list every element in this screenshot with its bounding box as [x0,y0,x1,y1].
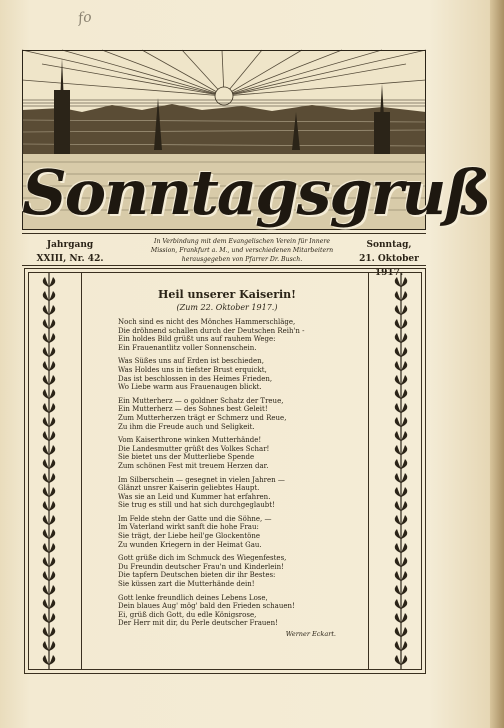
poem-line: Dein blaues Aug' mög' bald den Frieden schauen! [118,602,295,611]
poem-line: Ein Mutterherz — o goldner Schatz der Treue, [118,396,284,405]
vine-leaf [401,655,407,665]
issue-info [22,236,426,278]
vine-leaf [401,627,407,637]
vine-leaf [43,277,49,287]
poem-line: Ei, grüß dich Gott, du edle Königsrose, [118,610,257,619]
poem-line: Gott grüße dich im Schmuck des Wiegenfestes, [118,554,287,563]
vine-leaf [49,599,55,609]
poem-line: Im Vaterland wirkt sanft die hohe Frau: [118,523,259,532]
vine-leaf [43,627,49,637]
vine-leaf [401,515,407,525]
vine-leaf [43,557,49,567]
vine-leaf [395,319,401,329]
vine-leaf [49,515,55,525]
vine-leaf [401,473,407,483]
vine-leaf [43,501,49,511]
poem-stanza [118,318,336,352]
vine-leaf [49,389,55,399]
vine-leaf [395,627,401,637]
vine-leaf [401,529,407,539]
vine-leaf [43,333,49,343]
poem-line: Wo Liebe warm aus Frauenaugen blickt. [118,383,262,392]
vine-leaf [43,599,49,609]
vine-leaf [401,361,407,371]
vine-leaf [395,515,401,525]
vine-leaf [43,613,49,623]
vine-leaf [49,459,55,469]
poem-author: Werner Eckart. [285,630,336,638]
vine-leaf [49,403,55,413]
vine-leaf [401,277,407,287]
vine-leaf [401,543,407,553]
poem-body [118,318,336,628]
poem-line: Zum Mutterherzen trägt er Schmerz und Reue, [118,413,287,422]
poem-line: Das ist beschlossen in des Heimes Frieden, [118,374,273,383]
vine-leaf [49,473,55,483]
vine-leaf [43,291,49,301]
vine-leaf [49,361,55,371]
vine-leaf [395,291,401,301]
vine-leaf [49,277,55,287]
poem-line: Zu wunden Kriegern in der Heimat Gau. [118,540,262,549]
vine-leaf [401,389,407,399]
poem-line: Was sie an Leid und Kummer hat erfahren. [118,492,271,501]
vine-leaf [395,487,401,497]
poem [118,288,336,638]
vine-leaf [49,627,55,637]
poem-line: Die Landesmutter grüßt des Volkes Schar! [118,444,270,453]
vine-leaf [401,585,407,595]
vine-leaf [49,333,55,343]
vine-leaf [395,529,401,539]
vine-leaf [401,487,407,497]
poem-line: Ein Mutterherz — des Sohnes best Geleit! [118,405,268,414]
poem-line: Ein Frauenantlitz voller Sonnenschein. [118,343,257,352]
vine-leaf [395,557,401,567]
vine-leaf [43,459,49,469]
vine-leaf [395,389,401,399]
vine-leaf [395,347,401,357]
poem-line: Sie bietet uns der Mutterliebe Spende [118,453,255,462]
poem-stanza [118,515,336,549]
vine-leaf [401,319,407,329]
margin-note: fo [76,9,93,27]
poem-stanza [118,476,336,510]
vine-leaf [395,501,401,511]
vine-leaf [43,445,49,455]
poem-stanza [118,554,336,588]
vine-leaf [49,375,55,385]
vine-leaf [401,459,407,469]
vine-leaf [43,361,49,371]
poem-stanza [118,397,336,431]
vine-leaf [401,291,407,301]
vine-leaf [395,431,401,441]
poem-line: Was Süßes uns auf Erden ist beschieden, [118,357,264,366]
poem-line: Im Felde stehn der Gatte und die Söhne, — [118,514,272,523]
vine-leaf [49,641,55,651]
volume-info: Jahrgang XXIII, Nr. 42. [36,240,104,264]
masthead [22,50,490,230]
vine-leaf [43,403,49,413]
vine-leaf [395,543,401,553]
vine-leaf [49,487,55,497]
vine-leaf [395,305,401,315]
vine-leaf [401,613,407,623]
vine-leaf [395,277,401,287]
vine-leaf [401,403,407,413]
rule-top [22,233,426,234]
vine-leaf [43,347,49,357]
vine-leaf [49,319,55,329]
vine-leaf [401,347,407,357]
poem-line: Zu ihm die Freude auch und Seligkeit. [118,422,255,431]
poem-title: Heil unserer Kaiserin! [157,288,297,301]
vine-leaf [43,487,49,497]
vine-leaf [401,417,407,427]
vine-leaf [49,501,55,511]
vine-leaf [43,473,49,483]
poem-line: Im Silberschein — gesegnet in vielen Jahren — [118,475,285,484]
vine-leaf [395,599,401,609]
vine-leaf [401,599,407,609]
vine-leaf [395,459,401,469]
vine-leaf [43,417,49,427]
poem-line: Vom Kaiserthrone winken Mutterhände! [118,436,262,445]
vine-leaf [49,431,55,441]
vine-leaf [401,641,407,651]
poem-line: Noch sind es nicht des Mönches Hammerschläge, [118,318,296,326]
poem-subtitle: (Zum 22. Oktober 1917.) [176,303,278,312]
vine-leaf [43,389,49,399]
vine-leaf [43,515,49,525]
vine-leaf [395,655,401,665]
vine-leaf [395,333,401,343]
vine-leaf [43,375,49,385]
poem-line: Sie trägt, der Liebe heil'ge Glockentöne [118,532,260,541]
vine-leaf [43,305,49,315]
vine-leaf [49,571,55,581]
vine-leaf [43,543,49,553]
poem-line: Sie küssen zart die Mutterhände dein! [118,580,255,589]
vine-leaf [401,557,407,567]
poem-stanza [118,357,336,391]
poem-line: Zum schönen Fest mit treuem Herzen dar. [118,461,269,470]
left-vine-ornament [31,273,67,669]
masthead-title: Sonntagsgruß [22,156,490,229]
vine-leaf [49,613,55,623]
vine-leaf [401,445,407,455]
page-edge [490,0,504,728]
vine-leaf [401,333,407,343]
poem-line: Ein holdes Bild grüßt uns auf rauhem Wege: [118,335,276,344]
vine-leaf [395,473,401,483]
poem-line: Was Holdes uns in tiefster Brust erquickt, [118,365,267,374]
vine-leaf [401,305,407,315]
vine-leaf [43,655,49,665]
vine-leaf [49,585,55,595]
vine-leaf [49,305,55,315]
vine-leaf [401,375,407,385]
vine-leaf [49,347,55,357]
vine-leaf [395,361,401,371]
vine-leaf [395,613,401,623]
vine-leaf [49,557,55,567]
vine-leaf [49,543,55,553]
date-info: Sonntag, 21. Oktober 1917. [359,240,419,278]
vine-leaf [49,445,55,455]
vine-leaf [395,585,401,595]
vine-leaf [401,501,407,511]
vine-leaf [401,431,407,441]
poem-stanza [118,436,336,470]
vine-leaf [49,529,55,539]
vine-leaf [43,571,49,581]
poem-line: Die dröhnend schallen durch der Deutschen Reih'n - [118,326,305,335]
vine-leaf [43,319,49,329]
publisher-info: In Verbindung mit dem Evangelischen Verein für Innere Mission, Frankfurt a. M., und verschiedenen Mitarbeitern herausgegeben von Pfarrer Dr. Busch. [150,238,334,263]
rule-bottom [22,265,426,266]
vine-leaf [395,375,401,385]
vine-leaf [49,417,55,427]
vine-leaf [43,641,49,651]
vine-leaf [395,403,401,413]
right-vine-ornament [383,273,419,669]
vine-leaf [395,445,401,455]
poem-line: Sie trug es still und hat sich durchgeglaubt! [118,501,275,510]
vine-leaf [43,529,49,539]
poem-stanza [118,594,336,628]
poem-line: Der Herr mit dir, du Perle deutscher Frauen! [118,619,278,628]
vine-leaf [43,431,49,441]
vine-leaf [43,585,49,595]
poem-line: Die tapfern Deutschen bieten dir ihr Bestes: [118,571,276,580]
vine-leaf [395,641,401,651]
vine-leaf [49,655,55,665]
poem-line: Glänzt unsrer Kaiserin geliebtes Haupt. [118,484,260,493]
vine-leaf [395,417,401,427]
poem-line: Gott lenke freundlich deines Lebens Lose, [118,593,268,602]
poem-line: Du Freundin deutscher Frau'n und Kinderlein! [118,562,284,571]
vine-leaf [395,571,401,581]
vine-leaf [49,291,55,301]
vine-leaf [401,571,407,581]
